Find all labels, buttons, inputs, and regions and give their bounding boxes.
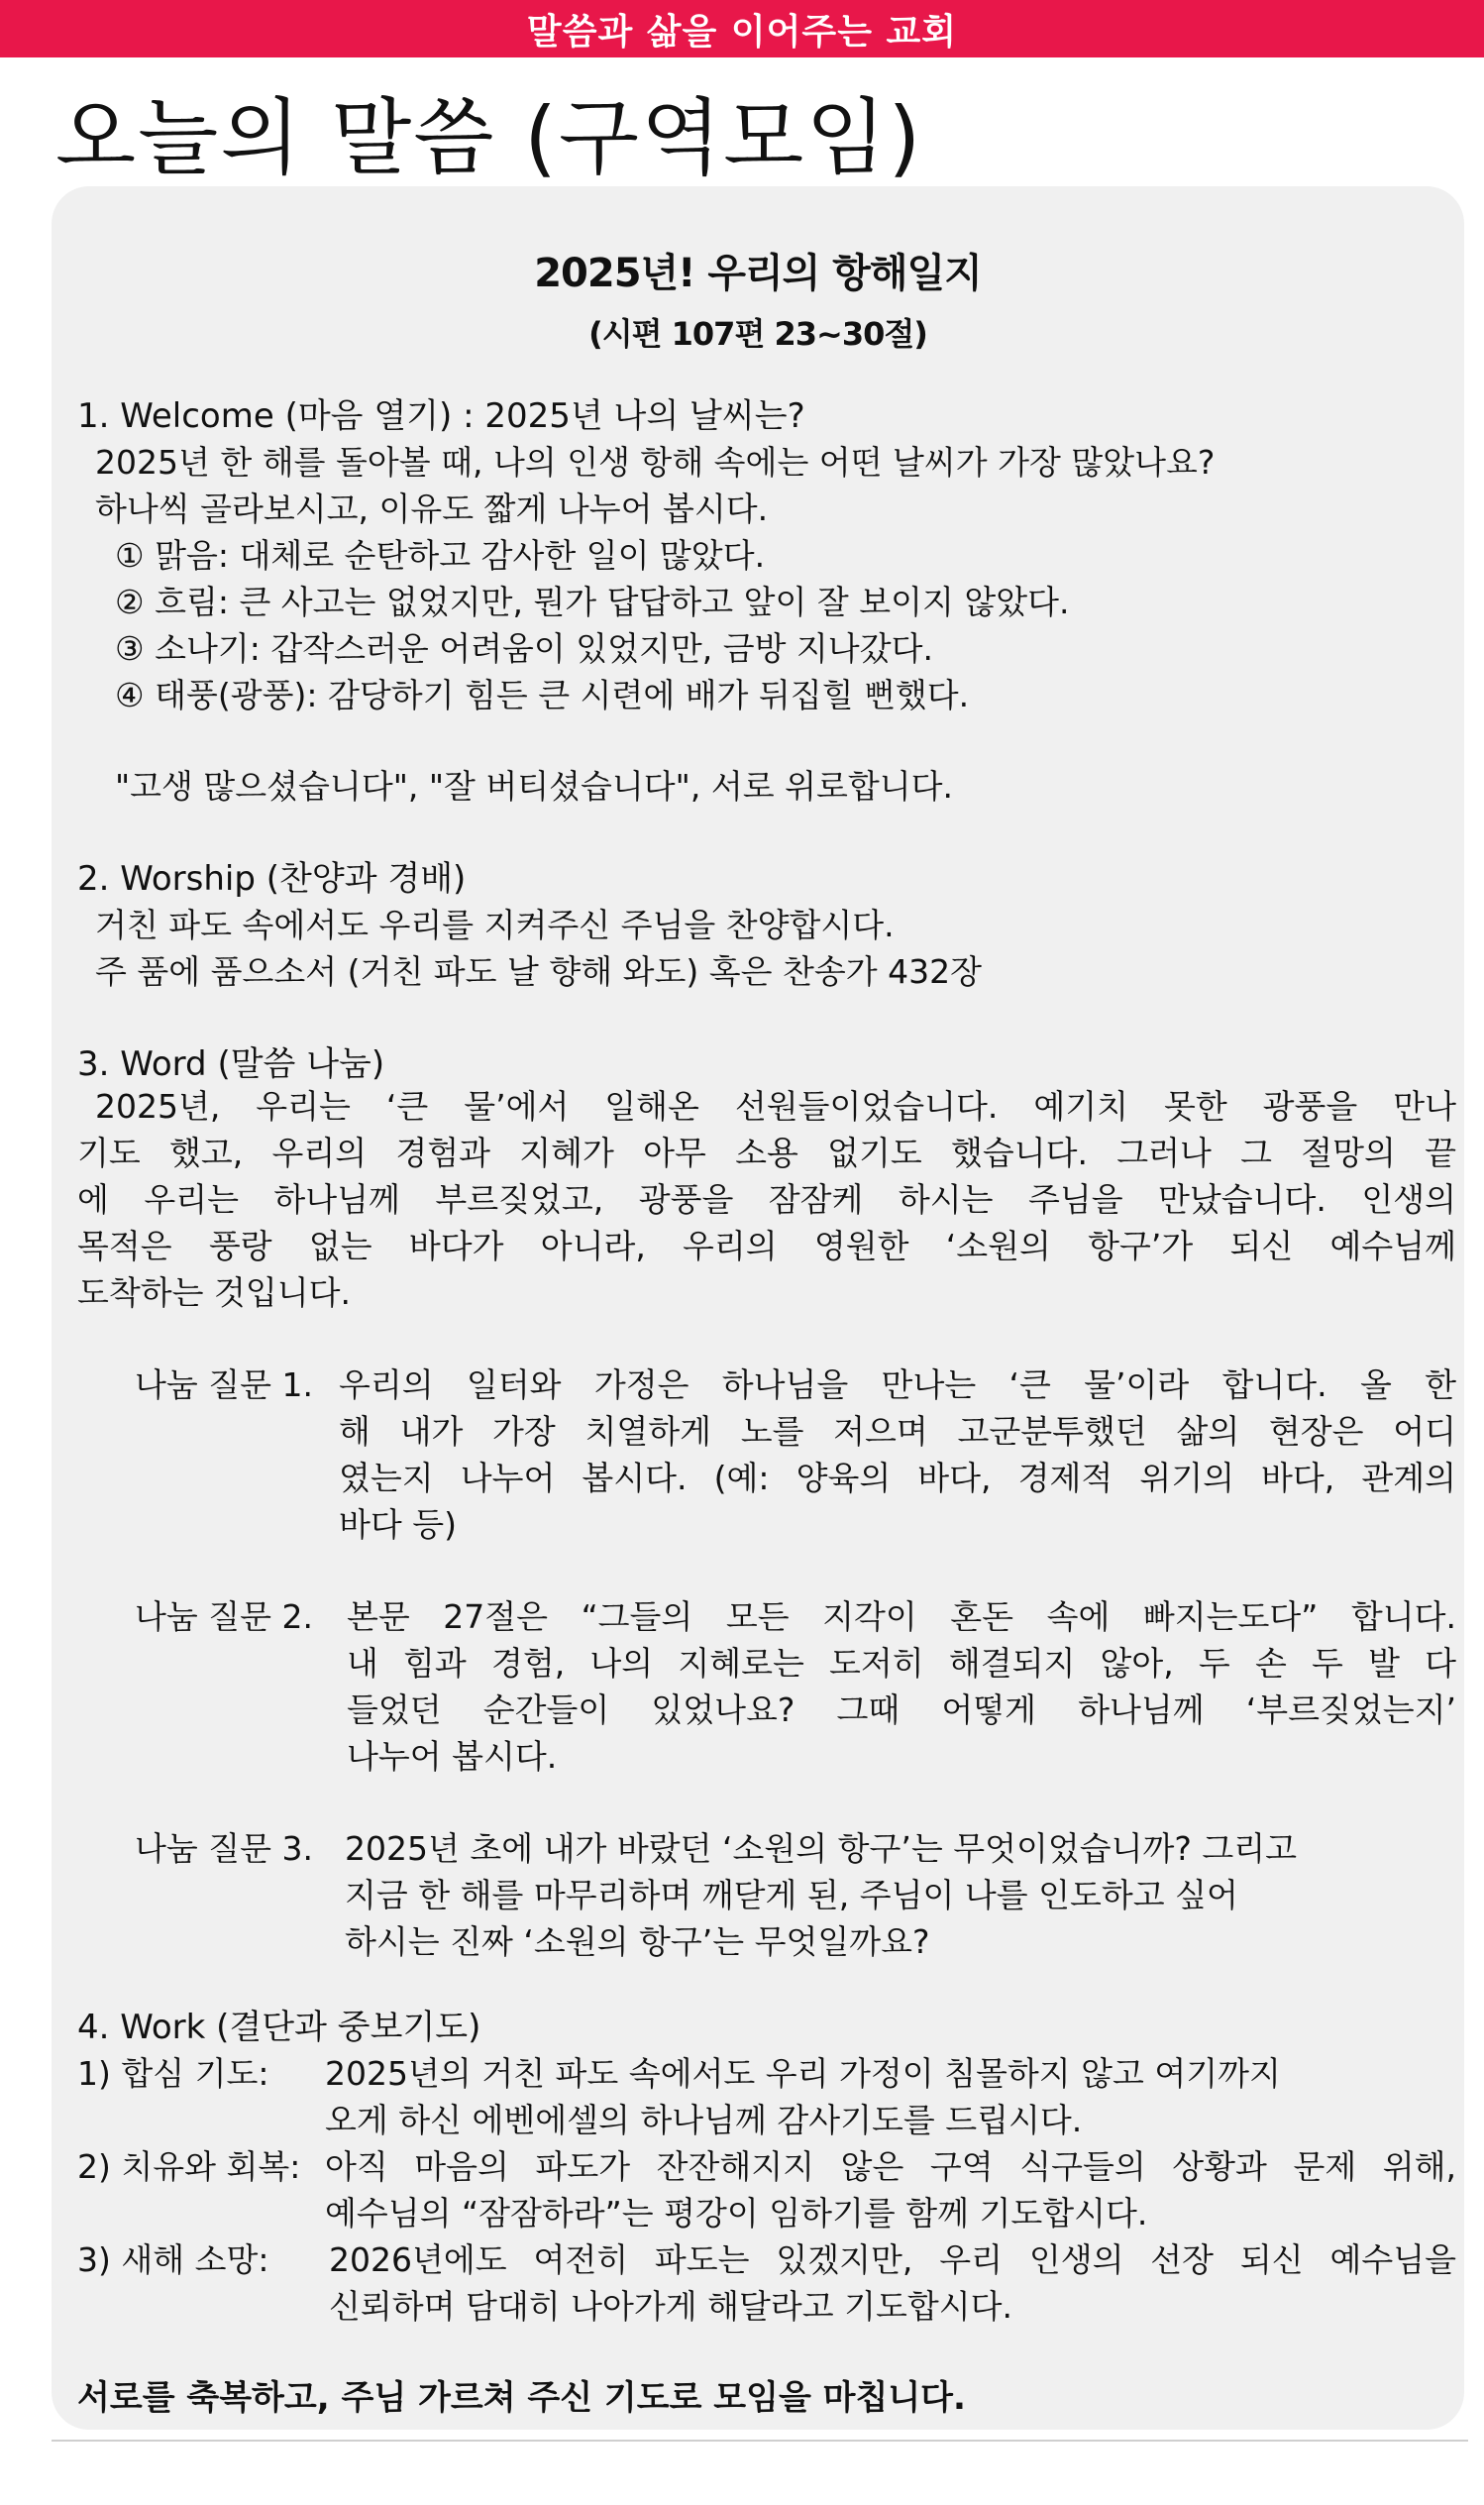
prayer-label: 3) 새해 소망: [77, 2240, 269, 2279]
question-2-line: 들었던 순간들이 있었나요? 그때 어떻게 하나님께 ‘부르짖었는지’ [347, 1690, 1456, 1729]
weather-option-shower: ③ 소나기: 갑작스러운 어려움이 있었지만, 금방 지나갔다. [115, 629, 933, 668]
church-banner: 말씀과 삶을 이어주는 교회 [0, 0, 1484, 57]
prayer-label: 2) 치유와 회복: [77, 2147, 301, 2186]
weather-option-cloudy: ② 흐림: 큰 사고는 없었지만, 뭔가 답답하고 앞이 잘 보이지 않았다. [115, 583, 1070, 621]
weather-option-storm: ④ 태풍(광풍): 감당하기 힘든 큰 시련에 배가 뒤집힐 뻔했다. [115, 676, 970, 714]
welcome-heading: 1. Welcome (마음 열기) : 2025년 나의 날씨는? [77, 396, 805, 436]
content-card [52, 186, 1464, 2430]
page-title: 오늘의 말씀 (구역모임) [55, 89, 923, 186]
question-1-line: 바다 등) [339, 1505, 457, 1544]
welcome-question: 2025년 한 해를 돌아볼 때, 나의 인생 항해 속에는 어떤 날씨가 가장 많았나요? [95, 443, 1216, 482]
bottom-divider [52, 2440, 1468, 2442]
prayer-line: 예수님의 “잠잠하라”는 평강이 임하기를 함께 기도합시다. [325, 2194, 1148, 2233]
question-3-line: 2025년 초에 내가 바랐던 ‘소원의 항구’는 무엇이었습니까? 그리고 [345, 1829, 1297, 1868]
word-heading: 3. Word (말씀 나눔) [77, 1044, 385, 1084]
question-2-line: 본문 27절은 “그들의 모든 지각이 혼돈 속에 빠지는도다” 합니다. [347, 1597, 1456, 1636]
sermon-line: 에 우리는 하나님께 부르짖었고, 광풍을 잠잠케 하시는 주님을 만났습니다. 인생의 [77, 1180, 1456, 1219]
question-1-line: 해 내가 가장 치열하게 노를 저으며 고군분투했던 삶의 현장은 어디 [339, 1412, 1456, 1451]
prayer-line: 2025년의 거친 파도 속에서도 우리 가정이 침몰하지 않고 여기까지 [325, 2054, 1281, 2093]
question-label: 나눔 질문 2. [135, 1597, 313, 1636]
document-title: 2025년! 우리의 항해일지 [534, 251, 982, 296]
worship-song: 주 품에 품으소서 (거친 파도 날 향해 와도) 혹은 찬송가 432장 [95, 952, 982, 991]
question-label: 나눔 질문 3. [135, 1829, 313, 1868]
sermon-line: 2025년, 우리는 ‘큰 물’에서 일해온 선원들이었습니다. 예기치 못한 광풍을 만나 [95, 1087, 1456, 1126]
question-2-line: 나누어 봅시다. [347, 1737, 558, 1776]
sermon-line: 기도 했고, 우리의 경험과 지혜가 아무 소용 없기도 했습니다. 그러나 그 절망의 끝 [77, 1134, 1456, 1172]
prayer-line: 아직 마음의 파도가 잔잔해지지 않은 구역 식구들의 상황과 문제 위해, [325, 2147, 1456, 2186]
question-label: 나눔 질문 1. [135, 1365, 313, 1404]
scripture-reference: (시편 107편 23~30절) [588, 315, 927, 353]
welcome-instruction: 하나씩 골라보시고, 이유도 짧게 나누어 봅시다. [95, 490, 769, 528]
sermon-line: 도착하는 것입니다. [77, 1273, 352, 1312]
question-2-line: 내 힘과 경험, 나의 지혜로는 도저히 해결되지 않아, 두 손 두 발 다 [347, 1644, 1456, 1683]
weather-option-sunny: ① 맑음: 대체로 순탄하고 감사한 일이 많았다. [115, 536, 766, 575]
prayer-line: 오게 하신 에벤에셀의 하나님께 감사기도를 드립시다. [325, 2101, 1083, 2139]
prayer-line: 2026년에도 여전히 파도는 있겠지만, 우리 인생의 선장 되신 예수님을 [329, 2240, 1456, 2279]
question-3-line: 지금 한 해를 마무리하며 깨닫게 된, 주님이 나를 인도하고 싶어 [345, 1876, 1238, 1914]
worship-line: 거친 파도 속에서도 우리를 지켜주신 주님을 찬양합시다. [95, 906, 895, 944]
prayer-line: 신뢰하며 담대히 나아가게 해달라고 기도합시다. [329, 2287, 1013, 2326]
question-3-line: 하시는 진짜 ‘소원의 항구’는 무엇일까요? [345, 1922, 930, 1961]
question-1-line: 였는지 나누어 봅시다. (예: 양육의 바다, 경제적 위기의 바다, 관계의 [339, 1459, 1456, 1497]
question-1-line: 우리의 일터와 가정은 하나님을 만나는 ‘큰 물’이라 합니다. 올 한 [339, 1365, 1456, 1404]
sermon-line: 목적은 풍랑 없는 바다가 아니라, 우리의 영원한 ‘소원의 항구’가 되신 예수님께 [77, 1227, 1456, 1265]
work-heading: 4. Work (결단과 중보기도) [77, 2008, 481, 2047]
welcome-closing: "고생 많으셨습니다", "잘 버티셨습니다", 서로 위로합니다. [115, 767, 953, 806]
worship-heading: 2. Worship (찬양과 경배) [77, 859, 467, 899]
prayer-label: 1) 합심 기도: [77, 2054, 269, 2093]
closing-line: 서로를 축복하고, 주님 가르쳐 주신 기도로 모임을 마칩니다. [77, 2378, 966, 2418]
